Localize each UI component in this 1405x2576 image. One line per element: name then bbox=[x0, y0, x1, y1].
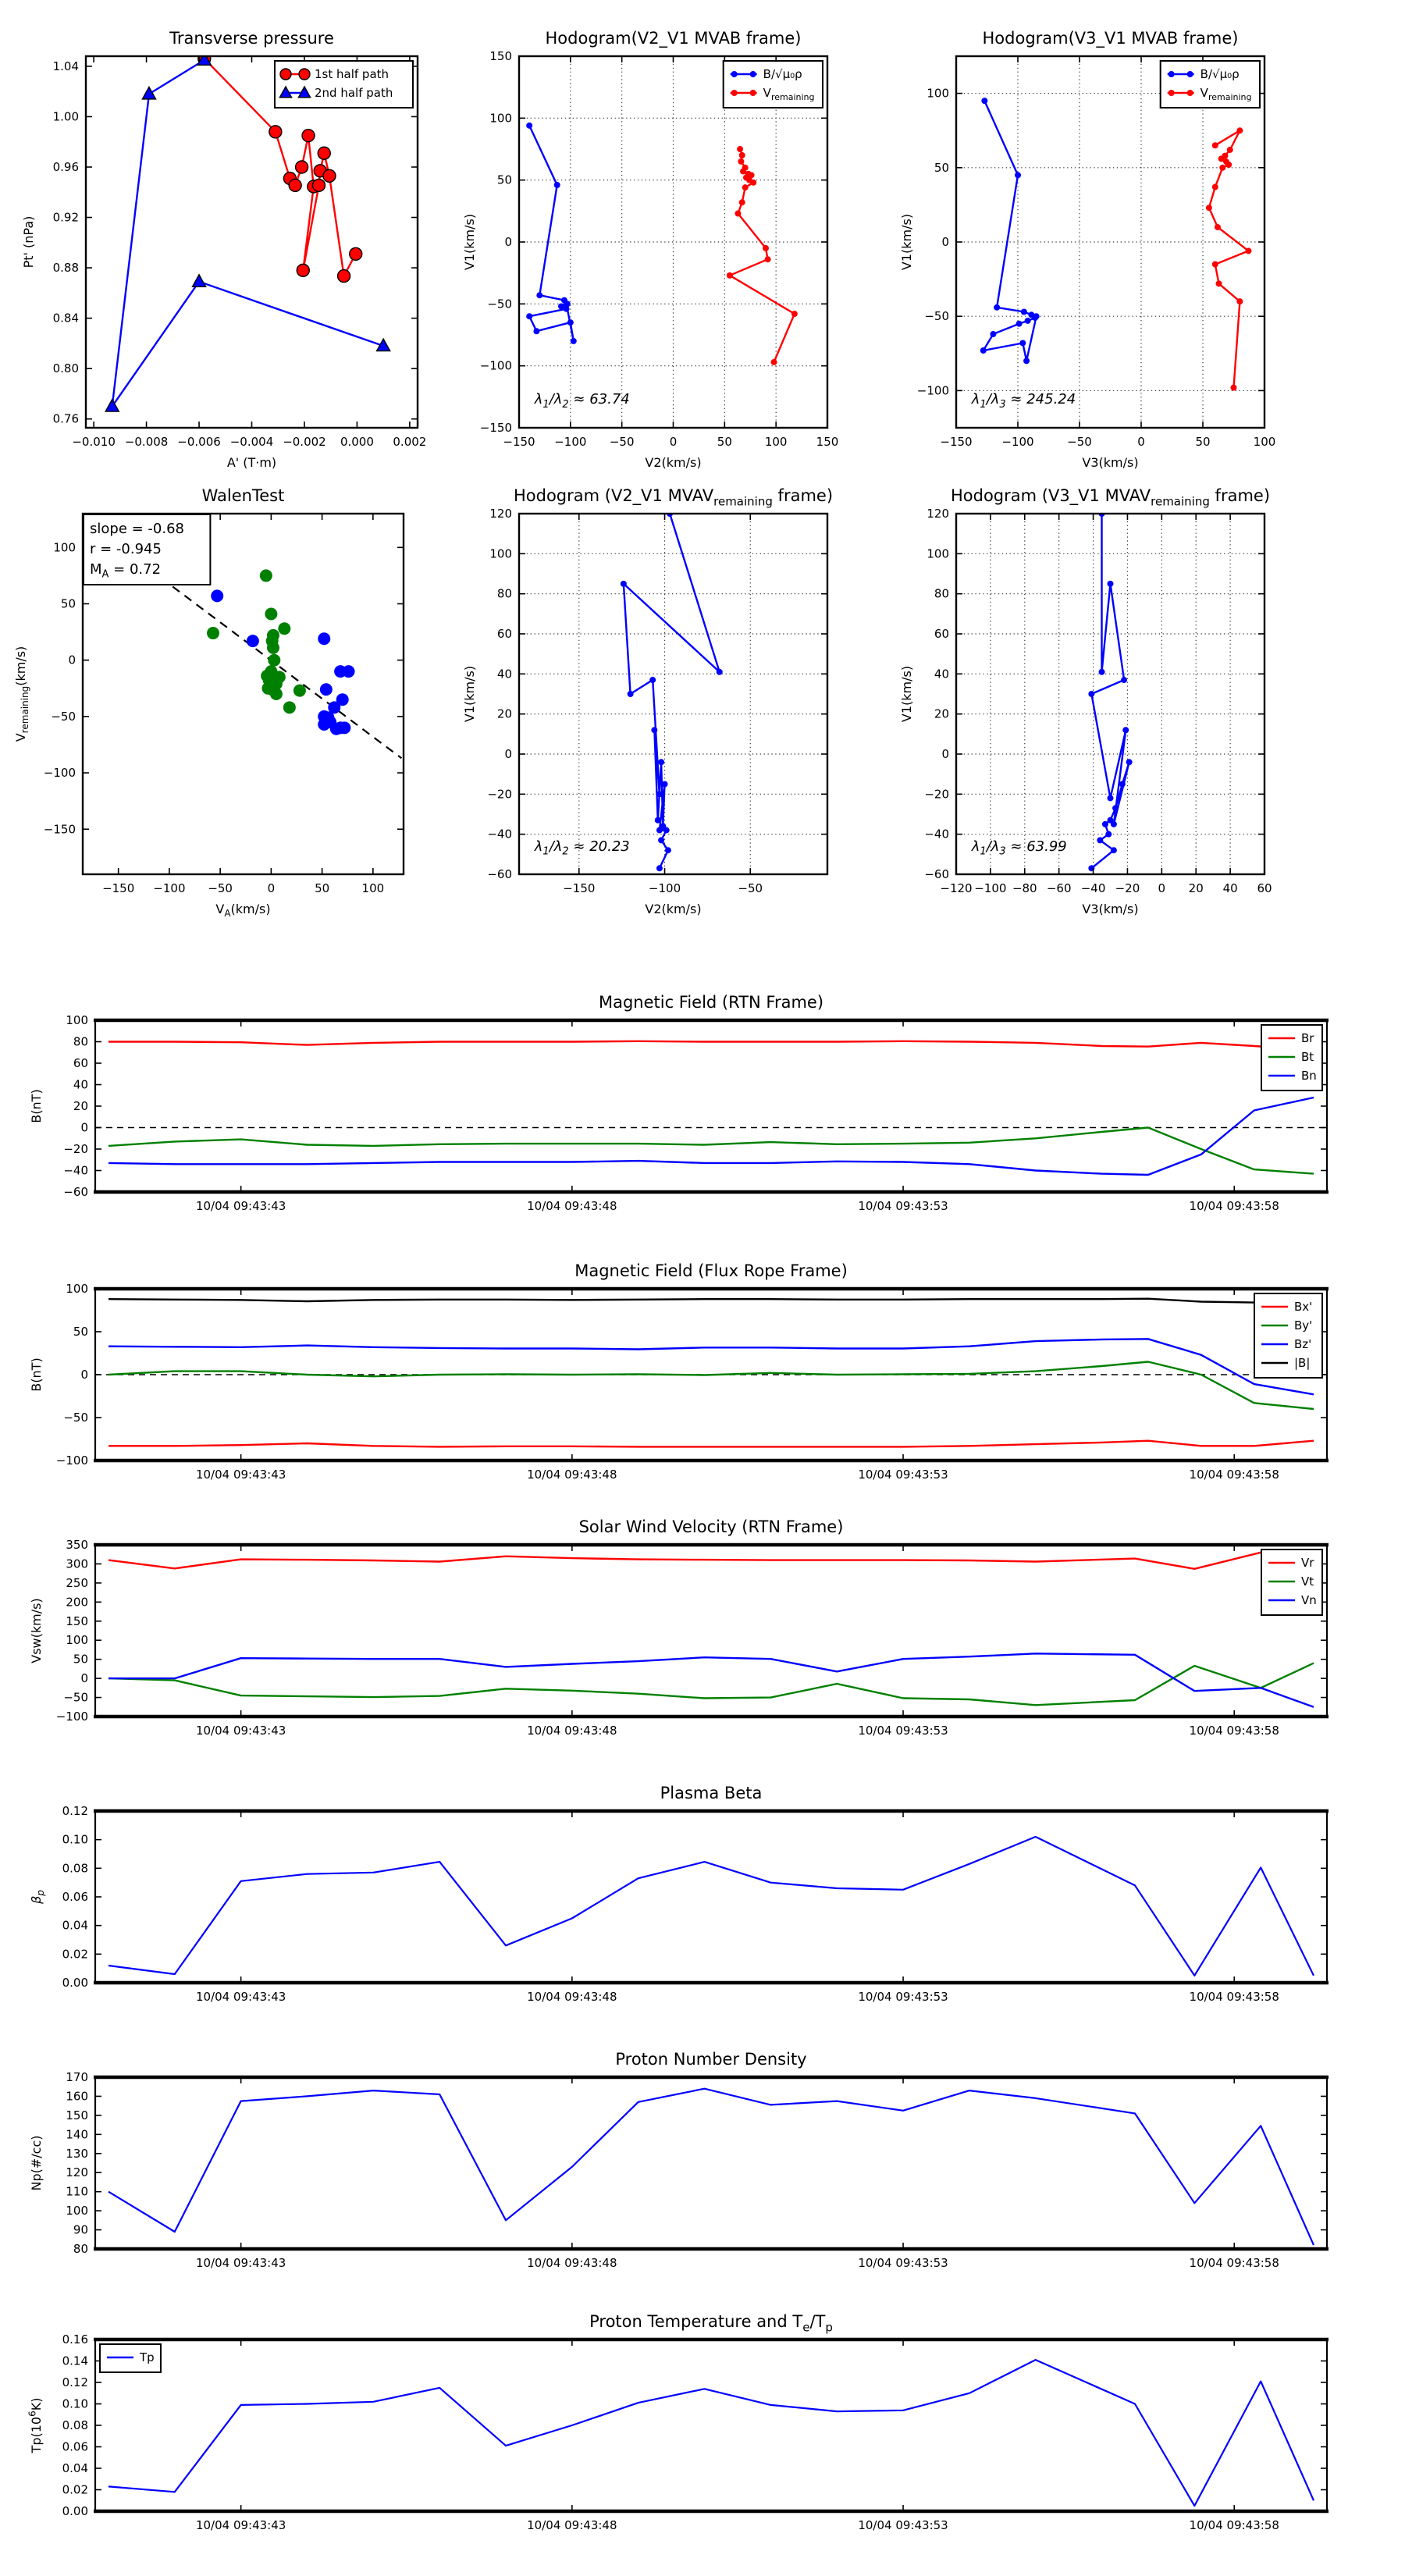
y-tick-label: 120 bbox=[489, 507, 512, 521]
x-axis-label: V2(km/s) bbox=[645, 902, 702, 916]
y-tick-label: 150 bbox=[66, 1614, 88, 1628]
y-tick-label: 0.92 bbox=[52, 210, 79, 225]
y-tick-label: −50 bbox=[924, 309, 949, 324]
x-tick-label: 0 bbox=[1158, 881, 1166, 895]
panel-title: Proton Temperature and $T_e/T_p$ bbox=[589, 2312, 833, 2335]
series-V path bbox=[621, 511, 723, 871]
y-tick-label: 0.00 bbox=[62, 2504, 88, 2518]
panel-title: Magnetic Field (RTN Frame) bbox=[598, 993, 824, 1012]
y-tick-label: 20 bbox=[934, 706, 949, 721]
axes-frame bbox=[95, 2339, 1327, 2511]
x-tick-label: −150 bbox=[503, 435, 535, 449]
y-tick-label: 100 bbox=[927, 86, 949, 101]
panel-title: WalenTest bbox=[201, 486, 285, 505]
series-V remaining bbox=[1206, 127, 1252, 390]
lambda-annotation: $\lambda_1/\lambda_3 \approx 245.24$ bbox=[971, 391, 1076, 411]
y-tick-label: 100 bbox=[489, 546, 512, 561]
legend bbox=[1261, 1550, 1322, 1615]
legend-label: B/√μ₀ρ bbox=[1200, 67, 1240, 81]
y-tick-label: 40 bbox=[73, 1077, 88, 1092]
y-tick-label: 200 bbox=[66, 1595, 88, 1610]
x-tick-label: 10/04 09:43:53 bbox=[858, 2518, 948, 2532]
panel-hodogram_v3v1_mvav bbox=[899, 486, 1272, 916]
series-group bbox=[980, 98, 1252, 390]
y-tick-label: 0.84 bbox=[52, 311, 79, 326]
x-tick-label: 10/04 09:43:48 bbox=[527, 2518, 617, 2532]
tick-labels bbox=[62, 1804, 1279, 2004]
y-tick-label: −20 bbox=[63, 1142, 88, 1156]
y-tick-label: 50 bbox=[496, 173, 512, 187]
series-Br bbox=[108, 1041, 1314, 1051]
y-axis-label: V1(km/s) bbox=[899, 665, 914, 723]
series-second half points bbox=[211, 589, 354, 735]
y-tick-label: 0.12 bbox=[62, 2375, 88, 2389]
y-tick-label: 50 bbox=[73, 1325, 88, 1339]
y-tick-label: 60 bbox=[496, 627, 512, 641]
y-axis-label: V1(km/s) bbox=[462, 665, 477, 723]
y-tick-label: 1.00 bbox=[52, 109, 79, 124]
legend-label: B/√μ₀ρ bbox=[763, 67, 802, 81]
y-tick-label: 80 bbox=[73, 1034, 88, 1049]
y-tick-label: 40 bbox=[496, 667, 512, 681]
series-group bbox=[108, 2360, 1314, 2506]
legend-label: 2nd half path bbox=[315, 86, 393, 100]
y-tick-label: 100 bbox=[53, 540, 76, 555]
walen-stats-box bbox=[84, 514, 210, 585]
series-Bt bbox=[108, 1128, 1314, 1174]
axes-frame bbox=[519, 514, 827, 874]
series-Tp bbox=[108, 2360, 1314, 2506]
lambda-annotation: $\lambda_1/\lambda_3 \approx 63.99$ bbox=[971, 838, 1067, 858]
x-tick-label: 100 bbox=[1253, 435, 1276, 449]
y-tick-label: −20 bbox=[487, 787, 512, 802]
y-tick-label: 0.76 bbox=[52, 411, 79, 426]
y-axis-label: Np(#/cc) bbox=[29, 2135, 44, 2191]
y-tick-label: 160 bbox=[66, 2089, 88, 2104]
legend bbox=[1254, 1293, 1322, 1378]
grid bbox=[519, 56, 827, 428]
x-tick-label: 10/04 09:43:43 bbox=[195, 2256, 286, 2270]
panel-title: Proton Number Density bbox=[615, 2050, 807, 2069]
y-tick-label: 20 bbox=[496, 706, 512, 721]
y-tick-label: 0.80 bbox=[52, 361, 79, 376]
y-tick-label: 0 bbox=[80, 1368, 88, 1382]
x-tick-label: −150 bbox=[940, 435, 973, 449]
y-tick-label: −50 bbox=[487, 297, 512, 311]
y-tick-label: −20 bbox=[924, 787, 949, 802]
y-tick-label: 0.02 bbox=[62, 2482, 88, 2497]
legend-label: Br bbox=[1301, 1031, 1314, 1045]
series-group bbox=[108, 1041, 1314, 1175]
legend-label: Bz' bbox=[1294, 1337, 1312, 1351]
panel-title: Hodogram(V2_V1 MVAB frame) bbox=[545, 29, 802, 48]
x-tick-label: 10/04 09:43:48 bbox=[527, 2256, 617, 2270]
panel-title: Hodogram (V3_V1 $MVAV_{remaining}$ frame) bbox=[950, 486, 1271, 509]
y-tick-label: 0.10 bbox=[62, 2396, 88, 2411]
x-tick-label: −50 bbox=[1067, 435, 1092, 449]
tick-labels bbox=[487, 507, 763, 895]
y-tick-label: −150 bbox=[479, 421, 512, 435]
x-tick-label: −120 bbox=[940, 881, 973, 895]
x-axis-label: V2(km/s) bbox=[645, 455, 702, 470]
y-tick-label: −100 bbox=[55, 1453, 88, 1468]
x-tick-label: −0.010 bbox=[72, 435, 116, 449]
series-Vt bbox=[108, 1663, 1314, 1706]
series-group bbox=[108, 2089, 1314, 2245]
y-tick-label: −100 bbox=[55, 1710, 88, 1724]
x-tick-label: 10/04 09:43:58 bbox=[1189, 2256, 1279, 2270]
y-tick-label: 150 bbox=[66, 2108, 88, 2122]
legend-label: Tp bbox=[140, 2350, 155, 2364]
y-axis-label: Vsw(km/s) bbox=[29, 1598, 44, 1663]
y-tick-label: 60 bbox=[934, 627, 949, 641]
y-tick-label: 0.04 bbox=[62, 1918, 88, 1933]
y-axis-label: $Tp(10^6K)$ bbox=[27, 2397, 44, 2453]
y-tick-label: 0.14 bbox=[62, 2354, 88, 2368]
x-tick-label: 10/04 09:43:43 bbox=[195, 1199, 286, 1213]
panel-title: Magnetic Field (Flux Rope Frame) bbox=[574, 1261, 848, 1280]
x-tick-label: 10/04 09:43:43 bbox=[195, 1990, 286, 2004]
ticks bbox=[95, 2339, 1327, 2511]
panel-hodogram_v2v1_mvav bbox=[462, 486, 833, 916]
panel-title: Hodogram (V2_V1 $MVAV_{remaining}$ frame) bbox=[513, 486, 834, 509]
panel-walen_test bbox=[13, 486, 404, 919]
y-tick-label: 90 bbox=[73, 2222, 88, 2237]
y-tick-label: 120 bbox=[927, 507, 949, 521]
series-Vr bbox=[108, 1553, 1314, 1569]
y-tick-label: 100 bbox=[66, 2204, 88, 2218]
series-group bbox=[108, 1553, 1314, 1707]
y-tick-label: 0.08 bbox=[62, 2418, 88, 2432]
x-tick-label: 0 bbox=[669, 435, 678, 449]
y-axis-label: $V_{remaining}(km/s)$ bbox=[13, 646, 31, 742]
x-tick-label: −100 bbox=[648, 881, 681, 895]
x-tick-label: 10/04 09:43:43 bbox=[195, 1724, 286, 1738]
x-tick-label: 0.002 bbox=[393, 435, 427, 449]
y-tick-label: 1.04 bbox=[52, 59, 79, 73]
x-tick-label: −60 bbox=[1046, 881, 1072, 895]
x-tick-label: 10/04 09:43:58 bbox=[1189, 2518, 1279, 2532]
x-tick-label: 10/04 09:43:53 bbox=[858, 2256, 948, 2270]
grid bbox=[956, 56, 1264, 428]
y-tick-label: −60 bbox=[924, 867, 949, 881]
y-tick-label: 0.06 bbox=[62, 2439, 88, 2454]
y-tick-label: 0 bbox=[504, 747, 512, 761]
y-tick-label: −40 bbox=[63, 1163, 88, 1178]
y-tick-label: −50 bbox=[63, 1690, 88, 1705]
legend-label: Vt bbox=[1301, 1574, 1314, 1589]
legend-label: $V_{remaining}$ bbox=[763, 86, 815, 102]
series-Bz' bbox=[108, 1339, 1314, 1394]
legend bbox=[100, 2344, 161, 2372]
y-tick-label: 100 bbox=[66, 1633, 88, 1648]
series-Bn bbox=[108, 1098, 1314, 1175]
series-V remaining bbox=[727, 146, 798, 365]
x-tick-label: −0.006 bbox=[177, 435, 221, 449]
legend-label: Bx' bbox=[1294, 1300, 1313, 1314]
x-tick-label: 0 bbox=[267, 881, 276, 895]
y-tick-label: 100 bbox=[927, 546, 949, 561]
x-tick-label: 10/04 09:43:53 bbox=[858, 1990, 948, 2004]
x-tick-label: 10/04 09:43:58 bbox=[1189, 1724, 1279, 1738]
x-axis-label: $V_A(km/s)$ bbox=[215, 902, 271, 920]
panel-title: Hodogram(V3_V1 MVAB frame) bbox=[982, 29, 1239, 48]
panel-hodogram_v2v1_mvab bbox=[462, 29, 838, 470]
panel-plasma_beta bbox=[29, 1784, 1329, 2004]
x-tick-label: −0.002 bbox=[283, 435, 326, 449]
legend-label: Bn bbox=[1301, 1069, 1317, 1083]
panel-proton_density bbox=[29, 2050, 1329, 2270]
y-tick-label: 120 bbox=[66, 2165, 88, 2180]
series-|B| bbox=[108, 1299, 1314, 1303]
tick-labels bbox=[62, 2332, 1279, 2532]
y-tick-label: 350 bbox=[66, 1538, 88, 1552]
x-tick-label: −100 bbox=[974, 881, 1007, 895]
stats-line: r = -0.945 bbox=[90, 541, 162, 557]
y-tick-label: 0.96 bbox=[52, 159, 79, 174]
panel-vsw_rtn bbox=[29, 1517, 1329, 1738]
lambda-annotation: $\lambda_1/\lambda_2 \approx 20.23$ bbox=[534, 838, 630, 858]
x-tick-label: −50 bbox=[609, 435, 635, 449]
axes-frame bbox=[95, 1545, 1327, 1717]
x-axis-label: A' (T·m) bbox=[226, 455, 277, 470]
y-tick-label: 0.02 bbox=[62, 1947, 88, 1962]
legend bbox=[275, 61, 413, 108]
legend-label: $V_{remaining}$ bbox=[1200, 86, 1252, 102]
y-tick-label: 0.08 bbox=[62, 1861, 88, 1876]
series-B/sqrt(mu0 rho) bbox=[980, 98, 1040, 364]
x-tick-label: −40 bbox=[1080, 881, 1106, 895]
x-tick-label: 0 bbox=[1137, 435, 1145, 449]
y-tick-label: 40 bbox=[934, 667, 949, 681]
y-axis-label: V1(km/s) bbox=[462, 213, 477, 271]
x-tick-label: 50 bbox=[315, 881, 330, 895]
x-tick-label: 10/04 09:43:48 bbox=[527, 1724, 617, 1738]
y-tick-label: 0 bbox=[941, 747, 949, 761]
x-tick-label: −150 bbox=[563, 881, 596, 895]
legend bbox=[724, 61, 823, 108]
y-tick-label: −50 bbox=[51, 709, 76, 724]
y-tick-label: 0 bbox=[941, 235, 949, 249]
series-beta_p bbox=[108, 1837, 1314, 1976]
y-tick-label: 140 bbox=[66, 2127, 88, 2142]
y-tick-label: 80 bbox=[73, 2242, 88, 2256]
y-axis-label: B(nT) bbox=[29, 1089, 44, 1123]
y-tick-label: 0.16 bbox=[62, 2332, 88, 2347]
tick-labels bbox=[924, 507, 1272, 895]
tick-labels bbox=[56, 1282, 1279, 1482]
ticks bbox=[519, 514, 827, 874]
ticks bbox=[95, 1545, 1327, 1717]
x-tick-label: 10/04 09:43:58 bbox=[1189, 1468, 1279, 1482]
y-tick-label: 20 bbox=[73, 1099, 88, 1113]
y-axis-label: Pt' (nPa) bbox=[21, 215, 36, 269]
y-tick-label: −100 bbox=[916, 383, 949, 398]
panel-b_rtn bbox=[29, 993, 1329, 1213]
series-V path bbox=[1088, 511, 1132, 871]
y-tick-label: −100 bbox=[479, 358, 512, 373]
x-tick-label: −50 bbox=[208, 881, 233, 895]
y-tick-label: 50 bbox=[73, 1652, 88, 1667]
tick-labels bbox=[53, 59, 427, 449]
y-tick-label: 0.04 bbox=[62, 2461, 88, 2475]
legend-label: Vr bbox=[1301, 1556, 1314, 1570]
x-tick-label: 10/04 09:43:53 bbox=[858, 1468, 948, 1482]
x-tick-label: −100 bbox=[554, 435, 587, 449]
y-tick-label: 130 bbox=[66, 2146, 88, 2161]
x-tick-label: −80 bbox=[1012, 881, 1037, 895]
x-tick-label: 20 bbox=[1188, 881, 1204, 895]
y-axis-label: B(nT) bbox=[29, 1357, 44, 1392]
axes-frame bbox=[95, 2077, 1327, 2249]
y-tick-label: 0.00 bbox=[62, 1976, 88, 1990]
y-tick-label: 50 bbox=[60, 596, 76, 611]
series-group bbox=[108, 1299, 1314, 1447]
x-tick-label: −0.008 bbox=[124, 435, 169, 449]
legend-label: 1st half path bbox=[315, 67, 389, 81]
tick-labels bbox=[56, 1538, 1279, 1738]
y-tick-label: −40 bbox=[487, 827, 512, 841]
x-tick-label: 50 bbox=[717, 435, 732, 449]
stats-line: slope = -0.68 bbox=[90, 521, 184, 537]
tick-labels bbox=[480, 49, 839, 449]
y-tick-label: −50 bbox=[63, 1411, 88, 1425]
y-tick-label: 0.06 bbox=[62, 1890, 88, 1904]
x-tick-label: −20 bbox=[1115, 881, 1140, 895]
x-tick-label: 100 bbox=[361, 881, 385, 895]
y-tick-label: 100 bbox=[489, 111, 512, 126]
x-tick-label: 10/04 09:43:43 bbox=[195, 2518, 286, 2532]
legend-label: By' bbox=[1294, 1318, 1313, 1332]
x-tick-label: 10/04 09:43:58 bbox=[1189, 1990, 1279, 2004]
x-axis-label: V3(km/s) bbox=[1082, 902, 1139, 916]
series-group bbox=[1088, 511, 1132, 871]
x-tick-label: 10/04 09:43:58 bbox=[1189, 1199, 1279, 1213]
y-tick-label: 170 bbox=[66, 2070, 88, 2084]
y-tick-label: 0 bbox=[504, 235, 512, 249]
x-tick-label: −50 bbox=[738, 881, 763, 895]
series-Np bbox=[108, 2089, 1314, 2245]
panel-proton_temp bbox=[27, 2312, 1329, 2532]
ticks bbox=[95, 2077, 1327, 2249]
legend-label: Bt bbox=[1301, 1050, 1314, 1064]
y-tick-label: −100 bbox=[43, 766, 76, 781]
y-tick-label: −60 bbox=[487, 867, 512, 881]
y-tick-label: 50 bbox=[934, 160, 949, 175]
series-By' bbox=[108, 1362, 1314, 1410]
legend-label: |B| bbox=[1294, 1356, 1311, 1370]
legend bbox=[1161, 61, 1260, 108]
panel-title: Solar Wind Velocity (RTN Frame) bbox=[578, 1517, 844, 1536]
series-group bbox=[108, 1837, 1314, 1976]
stats-line: $M_A = 0.72$ bbox=[90, 561, 162, 581]
y-tick-label: 110 bbox=[66, 2184, 88, 2199]
y-tick-label: 0.88 bbox=[52, 261, 79, 276]
x-tick-label: 50 bbox=[1195, 435, 1211, 449]
panel-title: Transverse pressure bbox=[169, 29, 334, 48]
panel-transverse_pressure bbox=[21, 29, 426, 470]
x-tick-label: 10/04 09:43:43 bbox=[195, 1468, 286, 1482]
lambda-annotation: $\lambda_1/\lambda_2 \approx 63.74$ bbox=[534, 391, 630, 411]
y-tick-label: 60 bbox=[73, 1056, 88, 1070]
panel-b_fluxrope bbox=[29, 1261, 1329, 1482]
series-B/sqrt(mu0 rho) bbox=[526, 123, 577, 344]
x-tick-label: −100 bbox=[1001, 435, 1034, 449]
series-Bx' bbox=[108, 1441, 1314, 1447]
x-tick-label: 100 bbox=[764, 435, 788, 449]
y-tick-label: 250 bbox=[66, 1575, 88, 1590]
y-tick-label: 150 bbox=[489, 49, 512, 63]
y-tick-label: 0 bbox=[80, 1671, 88, 1686]
x-tick-label: −100 bbox=[153, 881, 186, 895]
panel-hodogram_v3v1_mvab bbox=[899, 29, 1275, 470]
y-tick-label: 0.12 bbox=[62, 1804, 88, 1818]
x-tick-label: −150 bbox=[102, 881, 135, 895]
x-tick-label: 10/04 09:43:53 bbox=[858, 1199, 948, 1213]
legend bbox=[1261, 1025, 1322, 1091]
y-axis-label: V1(km/s) bbox=[899, 213, 914, 271]
x-tick-label: 10/04 09:43:48 bbox=[527, 1990, 617, 2004]
x-axis-label: V3(km/s) bbox=[1082, 455, 1139, 470]
y-tick-label: 300 bbox=[66, 1557, 88, 1571]
x-tick-label: 10/04 09:43:48 bbox=[527, 1199, 617, 1213]
y-tick-label: 80 bbox=[934, 586, 949, 601]
grid bbox=[519, 514, 827, 874]
y-axis-label: $\beta_p$ bbox=[29, 1890, 47, 1904]
y-tick-label: 0 bbox=[80, 1120, 88, 1135]
y-tick-label: 100 bbox=[66, 1013, 88, 1027]
x-tick-label: 0.000 bbox=[340, 435, 374, 449]
y-tick-label: 0.10 bbox=[62, 1832, 88, 1847]
x-tick-label: 150 bbox=[816, 435, 839, 449]
y-tick-label: 80 bbox=[496, 586, 512, 601]
y-tick-label: 100 bbox=[66, 1282, 88, 1296]
y-tick-label: −60 bbox=[63, 1185, 88, 1199]
series-group bbox=[621, 511, 723, 871]
x-tick-label: −0.004 bbox=[229, 435, 274, 449]
x-tick-label: 10/04 09:43:53 bbox=[858, 1724, 948, 1738]
legend-label: Vn bbox=[1301, 1593, 1317, 1607]
series-group bbox=[526, 123, 798, 365]
y-tick-label: −40 bbox=[924, 827, 949, 841]
x-tick-label: 60 bbox=[1257, 881, 1272, 895]
x-tick-label: 40 bbox=[1222, 881, 1238, 895]
y-tick-label: 0 bbox=[68, 653, 76, 667]
panel-title: Plasma Beta bbox=[660, 1784, 763, 1802]
y-tick-label: −150 bbox=[43, 822, 76, 837]
x-tick-label: 10/04 09:43:48 bbox=[527, 1468, 617, 1482]
